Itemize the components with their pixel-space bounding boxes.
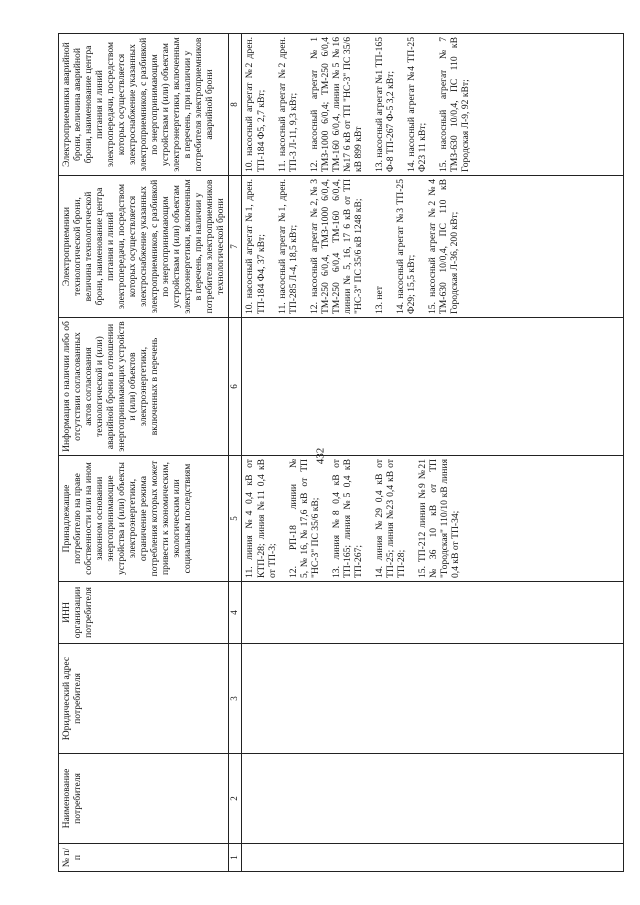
tech-reserve-entry: 10. насосный агрегат №1, дрен. ТП-184 Ф4, 37 кВт; (244, 179, 267, 314)
data-row (242, 34, 624, 872)
column-number: 3 (229, 644, 242, 754)
cell-no (242, 844, 624, 872)
tech-reserve-entry: 13. нет (373, 286, 385, 314)
header-row (59, 34, 229, 872)
tech-reserve-entry: 12. насосный агрегат №2,№3 ТМ-250 6/0,4, ТМЗ-1000 6/0,4, ТМ-250 6/0,4 ТМ-160 6/0,4, линии № 5, 16, 17 6 кВ от ТП "НС-3" ПС 35/6 кВ 1248 кВ; (308, 179, 364, 314)
column-number: 7 (229, 176, 242, 318)
device-entry: 12. РП-18 линии № 5,№16,№17,6 кВ от ТП "НС-3" ПС 35/6 кВ; (287, 459, 321, 578)
header-no: № п/п (59, 844, 229, 872)
header-inn: ИНН организации потребителя (59, 582, 229, 644)
emergency-reserve-entry: 10. насосный агрегат №2 дрен. ТП-184 Ф5, 2,7 кВт; (244, 37, 267, 172)
device-entry: 11. линия №4 0,4 кВ от КТП-28; линия №11 0,4 кВ от ТП-3; (244, 459, 278, 578)
emergency-reserve-entry: 11. насосный агрегат №2 дрен. ТП-3 Л-11, 9,3 кВт; (276, 37, 299, 172)
tech-reserve-entry: 11. насосный агрегат №1, дрен. ТП-285 Л-4, 18,5 кВт; (276, 179, 299, 314)
cell-legal-address (242, 644, 624, 754)
cell-devices (242, 456, 624, 582)
column-number: 4 (229, 582, 242, 644)
cell-inn (242, 582, 624, 644)
header-legal-address: Юридический адрес потребителя (59, 644, 229, 754)
consumer-reserve-table (58, 33, 624, 872)
cell-acts-info (242, 318, 624, 456)
column-number: 8 (229, 34, 242, 176)
tech-reserve-entry: 15. насосный агрегат №2 №4 ТМ-630 10/0,4, ПС 110 кВ Городская Л-36, 200 кВт; (426, 179, 460, 314)
column-number: 2 (229, 754, 242, 844)
header-consumer-name: Наименование потребителя (59, 754, 229, 844)
device-entry: 15. ТП-212 линии №9 №21 №36 10 кВ от ТП "Городская" 110/10 кВ линия 0,4 кВ от ТП-34; (416, 459, 461, 578)
device-entry: 14. линия №29 0,4 кВ от ТП-25; линия №23 0,4 кВ от ТП-28; (373, 459, 407, 578)
cell-consumer-name (242, 754, 624, 844)
header-tech-reserve: Электроприемники технологической брони, величина технологической брони, наименование центра питания и линий электропередачи, посредством которых осуществляется электроснабжение указанных электроприемников, с разбивкой по энергопринимающим устройствам и (или) объектам электроэнергетики, включенным в перечень, при наличии у потребителя электроприемников технологической брони (59, 176, 229, 318)
column-number: 1 (229, 844, 242, 872)
page-number: 432 (314, 447, 326, 465)
emergency-reserve-entry: 13. насосный агрегат №1 ТП-165 Ф-8 ТП-267 Ф-5 3,2 кВт; (373, 37, 396, 172)
cell-tech-reserve (242, 176, 624, 318)
column-number-row (229, 34, 242, 872)
column-number: 5 (229, 456, 242, 582)
device-entry: 13. линия №8 0,4 кВ от ТП-165; линия №5 0,4 кВ ТП-267; (330, 459, 364, 578)
rotated-table-container (58, 34, 624, 872)
emergency-reserve-entry: 14. насосный агрегат №4 ТП-25 Ф23 11 кВт; (405, 37, 428, 172)
column-number: 6 (229, 318, 242, 456)
tech-reserve-entry: 14. насосный агрегат №3 ТП-25 Ф29; 15,5 кВт; (394, 179, 417, 314)
header-emergency-reserve: Электроприемники аварийной брони, величина аварийной брони, наименование центра питания и линий электропередачи, посредством которых осуществляется электроснабжение указанных электроприемников, с разбивкой по энергопринимающим устройствам и (или) объектам электроэнергетики, включенным в перечень, при наличии у потребителя электроприемников аварийной брони (59, 34, 229, 176)
emergency-reserve-entry: 15. насосный агрегат №7 ТМЗ-630 10/0,4, ПС 110 кВ Городская Л-9, 92 кВт; (437, 37, 471, 172)
cell-emergency-reserve (242, 34, 624, 176)
emergency-reserve-entry: 12. насосный агрегат №1 ТМЗ-1000 6/0,4; ТМ-250 6/0,4 ТМ-160 6/0,4, линии №5 №16 №17 6 кВ от ТП "НС-3" ПС 35/6 кВ 899 кВт (308, 37, 364, 172)
header-devices: Принадлежащие потребителю на праве собственности или на ином законном основании энергопринимающие устройства и (или) объекты электроэнергетики, ограничение режима потребления которых может привести к экономическим, экологическим или социальным последствиям (59, 456, 229, 582)
header-acts-info: Информация о наличии либо об отсутствии согласованных актов согласования технологической и (или) аварийной брони в отношении энергопринимающих устройств и (или) объектов электроэнергетики, включенных в перечень (59, 318, 229, 456)
